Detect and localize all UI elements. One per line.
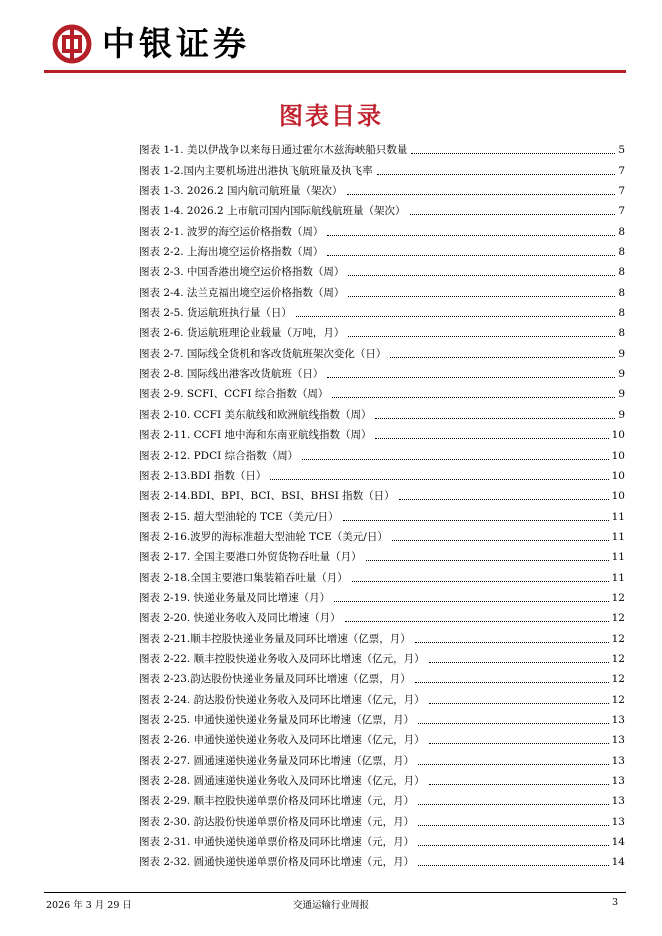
toc-entry-label: 图表 2-10. CCFI 美东航线和欧洲航线指数（周） (139, 408, 372, 421)
toc-entry[interactable] (139, 646, 625, 666)
page-header (0, 0, 662, 80)
toc-dot-leader (345, 621, 609, 622)
toc-entry[interactable] (139, 524, 625, 544)
toc-entry-page: 8 (618, 307, 625, 320)
toc-dot-leader (366, 560, 609, 561)
toc-entry-page: 12 (611, 673, 625, 686)
toc-entry-page: 12 (611, 693, 625, 706)
toc-entry-label: 图表 2-27. 圆通速递快递业务量及同环比增速（亿票，月） (139, 754, 415, 767)
toc-entry-label: 图表 2-29. 顺丰控股快递单票价格及同环比增速（元，月） (139, 795, 415, 808)
toc-dot-leader (418, 723, 609, 724)
toc-dot-leader (327, 377, 615, 378)
toc-entry[interactable] (139, 585, 625, 605)
toc-entry-page: 10 (611, 490, 625, 503)
toc-entry-label: 图表 2-2. 上海出境空运价格指数（周） (139, 246, 324, 259)
toc-entry-label: 图表 2-14.BDI、BPI、BCI、BSI、BHSI 指数（日） (139, 490, 395, 503)
toc-entry-page: 12 (611, 591, 625, 604)
toc-dot-leader (332, 397, 615, 398)
toc-entry-page: 13 (611, 754, 625, 767)
toc-dot-leader (411, 153, 615, 154)
toc-entry-page: 14 (611, 856, 625, 869)
toc-entry[interactable] (139, 625, 625, 645)
toc-entry[interactable] (139, 768, 625, 788)
toc-entry-page: 13 (611, 713, 625, 726)
toc-dot-leader (429, 662, 609, 663)
toc-entry[interactable] (139, 157, 625, 177)
toc-entry-label: 图表 1-4. 2026.2 上市航司国内国际航线航班量（架次） (139, 205, 406, 218)
toc-entry[interactable] (139, 361, 625, 381)
toc-entry-label: 图表 2-11. CCFI 地中海和东南亚航线指数（周） (139, 429, 372, 442)
toc-entry-label: 图表 2-24. 韵达股份快递业务收入及同环比增速（亿元，月） (139, 693, 425, 706)
toc-entry-label: 图表 1-1. 美以伊战争以来每日通过霍尔木兹海峡船只数量 (139, 144, 408, 157)
toc-entry[interactable] (139, 747, 625, 767)
toc-entry-label: 图表 2-6. 货运航班理论业载量（万吨，月） (139, 327, 345, 340)
toc-dot-leader (418, 845, 609, 846)
toc-dot-leader (415, 642, 609, 643)
toc-entry-page: 13 (611, 734, 625, 747)
toc-entry-page: 9 (618, 347, 625, 360)
toc-entry-label: 图表 2-20. 快递业务收入及同比增速（月） (139, 612, 341, 625)
toc-dot-leader (418, 865, 609, 866)
toc-entry-label: 图表 2-18.全国主要港口集装箱吞吐量（月） (139, 571, 348, 584)
toc-dot-leader (415, 682, 609, 683)
toc-entry[interactable] (139, 829, 625, 849)
toc-entry[interactable] (139, 137, 625, 157)
toc-dot-leader (418, 804, 609, 805)
toc-entry-page: 12 (611, 632, 625, 645)
toc-entry[interactable] (139, 564, 625, 584)
toc-entry-page: 8 (618, 225, 625, 238)
toc-entry-label: 图表 2-23.韵达股份快递业务量及同环比增速（亿票，月） (139, 673, 411, 686)
toc-dot-leader (334, 601, 609, 602)
toc-entry-label: 图表 2-28. 圆通速递快递业务收入及同环比增速（亿元，月） (139, 775, 425, 787)
toc-entry-page: 11 (611, 571, 625, 584)
toc-entry-label: 图表 1-3. 2026.2 国内航司航班量（架次） (139, 185, 343, 198)
toc-entry-label: 图表 2-15. 超大型油轮的 TCE（美元/日） (139, 510, 339, 523)
toc-entry-page: 13 (611, 815, 625, 828)
toc-entry[interactable] (139, 788, 625, 808)
toc-entry[interactable] (139, 605, 625, 625)
toc-entry[interactable] (139, 279, 625, 299)
toc-entry-label: 图表 2-32. 圆通快递快递单票价格及同环比增速（元，月） (139, 856, 415, 869)
toc-entry-label: 图表 2-21.顺丰控股快递业务量及同环比增速（亿票，月） (139, 632, 411, 645)
toc-entry[interactable] (139, 178, 625, 198)
toc-entry[interactable] (139, 401, 625, 421)
toc-dot-leader (352, 581, 609, 582)
toc-entry[interactable] (139, 503, 625, 523)
toc-entry-label: 图表 2-19. 快递业务量及同比增速（月） (139, 591, 331, 604)
toc-dot-leader (343, 520, 609, 521)
toc-dot-leader (270, 479, 608, 480)
toc-entry[interactable] (139, 808, 625, 828)
footer-page-number: 3 (611, 897, 618, 908)
toc-entry-label: 图表 2-25. 申通快递快递业务量及同环比增速（亿票，月） (139, 713, 415, 726)
toc-entry-label: 图表 2-13.BDI 指数（日） (139, 469, 267, 482)
toc-dot-leader (327, 235, 615, 236)
header-divider (44, 70, 626, 73)
toc-dot-leader (302, 459, 609, 460)
toc-entry[interactable] (139, 198, 625, 218)
toc-entry[interactable] (139, 259, 625, 279)
toc-entry[interactable] (139, 727, 625, 747)
toc-dot-leader (375, 438, 608, 439)
toc-dot-leader (348, 275, 615, 276)
toc-entry-label: 图表 2-4. 法兰克福出境空运价格指数（周） (139, 286, 345, 299)
toc-entry-label: 图表 2-17. 全国主要港口外贸货物吞吐量（月） (139, 551, 362, 564)
toc-entry-page: 5 (618, 144, 625, 157)
toc-entry-page: 11 (611, 530, 625, 543)
toc-entry-label: 图表 2-3. 中国香港出境空运价格指数（周） (139, 266, 345, 279)
toc-dot-leader (418, 825, 609, 826)
toc-entry-label: 图表 2-7. 国际线全货机和客改货航班架次变化（日） (139, 347, 387, 360)
toc-entry-label: 图表 2-12. PDCI 综合指数（周） (139, 449, 299, 462)
toc-entry-page: 12 (611, 652, 625, 665)
page-title: 图表目录 (279, 102, 383, 130)
toc-entry-label: 图表 2-30. 韵达股份快递单票价格及同环比增速（元，月） (139, 815, 415, 828)
toc-entry[interactable] (139, 686, 625, 706)
toc-entry-page: 13 (611, 775, 625, 787)
table-of-figures (139, 137, 625, 869)
toc-entry-page: 9 (618, 368, 625, 381)
toc-entry[interactable] (139, 320, 625, 340)
toc-dot-leader (348, 336, 615, 337)
toc-entry-page: 8 (618, 327, 625, 340)
toc-entry-page: 11 (611, 551, 625, 564)
bank-of-china-logo-icon (52, 24, 92, 64)
toc-dot-leader (327, 255, 615, 256)
toc-entry-label: 图表 2-22. 顺丰控股快递业务收入及同环比增速（亿元，月） (139, 652, 425, 665)
toc-entry[interactable] (139, 381, 625, 401)
toc-entry[interactable] (139, 707, 625, 727)
toc-entry-label: 图表 1-2.国内主要机场进出港执飞航班量及执飞率 (139, 164, 373, 177)
toc-dot-leader (296, 316, 615, 317)
toc-entry-label: 图表 2-5. 货运航班执行量（日） (139, 307, 292, 320)
toc-entry-label: 图表 2-31. 申通快递快递单票价格及同环比增速（元，月） (139, 836, 415, 849)
toc-dot-leader (410, 214, 616, 215)
toc-entry-page: 11 (611, 510, 625, 523)
toc-entry-page: 14 (611, 836, 625, 849)
toc-dot-leader (375, 418, 615, 419)
toc-entry[interactable] (139, 483, 625, 503)
toc-dot-leader (429, 703, 609, 704)
toc-dot-leader (399, 499, 609, 500)
toc-dot-leader (390, 357, 615, 358)
toc-entry[interactable] (139, 218, 625, 238)
toc-entry-page: 9 (618, 388, 625, 401)
footer-report-name: 交通运输行业周报 (292, 900, 369, 911)
footer-divider (44, 892, 626, 893)
toc-entry[interactable] (139, 666, 625, 686)
toc-entry[interactable] (139, 422, 625, 442)
toc-dot-leader (347, 194, 616, 195)
toc-dot-leader (392, 540, 609, 541)
toc-entry-label: 图表 2-8. 国际线出港客改货航班（日） (139, 368, 324, 381)
toc-entry[interactable] (139, 442, 625, 462)
toc-entry-page: 8 (618, 246, 625, 259)
toc-entry[interactable] (139, 849, 625, 869)
toc-dot-leader (377, 174, 616, 175)
toc-entry-page: 10 (611, 469, 625, 482)
toc-dot-leader (418, 764, 609, 765)
footer-date: 2026 年 3 月 29 日 (46, 900, 132, 911)
toc-entry-page: 9 (618, 408, 625, 421)
toc-entry[interactable] (139, 544, 625, 564)
toc-entry-page: 13 (611, 795, 625, 808)
toc-entry-page: 7 (618, 185, 625, 198)
toc-entry[interactable] (139, 300, 625, 320)
toc-entry-page: 10 (611, 449, 625, 462)
toc-entry-label: 图表 2-1. 波罗的海空运价格指数（周） (139, 225, 324, 238)
toc-entry-label: 图表 2-26. 申通快递快递业务收入及同环比增速（亿元，月） (139, 734, 425, 747)
toc-dot-leader (348, 296, 615, 297)
toc-entry[interactable] (139, 340, 625, 360)
toc-entry-label: 图表 2-16.波罗的海标准超大型油轮 TCE（美元/日） (139, 530, 388, 543)
toc-entry-page: 8 (618, 266, 625, 279)
toc-entry-page: 10 (611, 429, 625, 442)
toc-entry-page: 8 (618, 286, 625, 299)
toc-entry-label: 图表 2-9. SCFI、CCFI 综合指数（周） (139, 388, 329, 401)
toc-entry[interactable] (139, 463, 625, 483)
brand-name: 中银证券 (102, 24, 250, 63)
toc-entry-page: 7 (618, 164, 625, 177)
toc-dot-leader (429, 743, 609, 744)
toc-entry-page: 12 (611, 612, 625, 625)
toc-entry-page: 7 (618, 205, 625, 218)
toc-entry[interactable] (139, 239, 625, 259)
toc-dot-leader (429, 784, 609, 785)
